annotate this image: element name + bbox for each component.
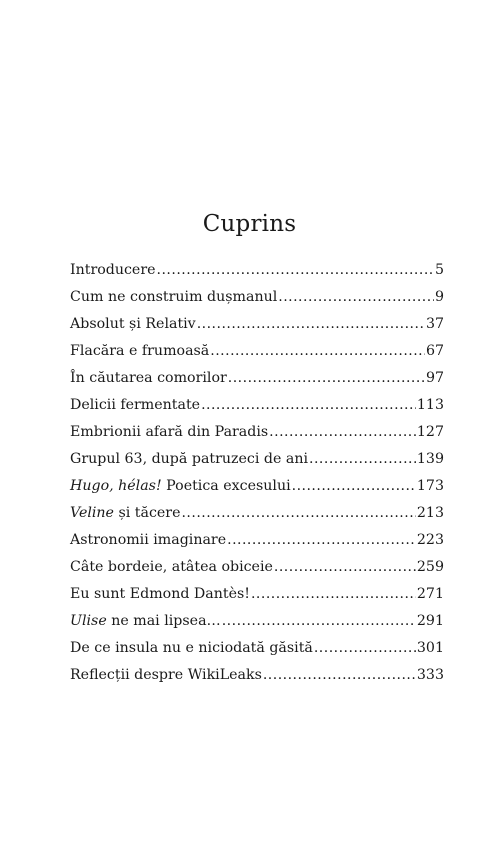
toc-entry-title — [70, 640, 313, 656]
toc-leader-dots — [292, 478, 416, 494]
toc-entry — [70, 262, 444, 289]
toc-entry-page: 9 — [434, 289, 444, 305]
toc-entry-page: 301 — [416, 640, 444, 656]
toc-entry-title-text: Astronomii imaginare — [70, 532, 227, 548]
toc-entry — [70, 316, 444, 343]
toc-entry-title — [70, 343, 209, 359]
toc-entry — [70, 370, 444, 397]
toc-entry-title-text: Delicii fermentate — [70, 397, 201, 413]
toc-entry-page: 67 — [425, 343, 444, 359]
toc-entry — [70, 505, 444, 532]
toc-leader-dots — [274, 559, 416, 575]
table-of-contents — [70, 262, 444, 694]
toc-entry-page: 291 — [416, 613, 444, 629]
toc-entry-title — [70, 370, 227, 386]
toc-leader-dots — [309, 451, 416, 467]
toc-entry-title — [70, 478, 291, 494]
toc-entry-italic-part: Ulise — [70, 613, 107, 629]
toc-entry-page: 37 — [425, 316, 444, 332]
toc-entry-title — [70, 532, 226, 548]
toc-entry-title — [70, 559, 273, 575]
toc-entry-title-text: Absolut și Relativ — [70, 316, 196, 332]
toc-entry-page: 271 — [416, 586, 444, 602]
toc-entry-italic-part: Veline — [70, 505, 114, 521]
toc-entry-page: 5 — [434, 262, 444, 278]
toc-leader-dots — [227, 532, 416, 548]
toc-entry-title — [70, 667, 262, 683]
toc-entry — [70, 532, 444, 559]
toc-leader-dots — [314, 640, 416, 656]
toc-entry-title — [70, 397, 200, 413]
toc-entry — [70, 289, 444, 316]
toc-leader-dots — [222, 613, 416, 629]
toc-entry-italic-part: Hugo, hélas! — [70, 478, 162, 494]
toc-entry-page: 259 — [416, 559, 444, 575]
toc-entry-title-text: Poetica excesului — [161, 478, 291, 494]
page-title: Cuprins — [202, 211, 297, 238]
toc-entry — [70, 424, 444, 451]
toc-entry-title-text: Reflecții despre WikiLeaks — [70, 667, 262, 683]
toc-entry-title-text: Cum ne construim dușmanul — [70, 289, 278, 305]
toc-leader-dots — [197, 316, 425, 332]
toc-entry — [70, 640, 444, 667]
toc-leader-dots — [263, 667, 416, 683]
toc-entry-page: 127 — [416, 424, 444, 440]
toc-entry-page: 213 — [416, 505, 444, 521]
toc-entry — [70, 586, 444, 613]
toc-leader-dots — [157, 262, 434, 278]
toc-entry-title — [70, 289, 277, 305]
toc-leader-dots — [181, 505, 415, 521]
toc-entry-page: 113 — [416, 397, 444, 413]
toc-entry-title-text: Grupul 63, după patruzeci de ani — [70, 451, 309, 467]
toc-entry — [70, 559, 444, 586]
toc-leader-dots — [269, 424, 416, 440]
toc-entry-title — [70, 505, 180, 521]
toc-entry — [70, 451, 444, 478]
toc-leader-dots — [228, 370, 425, 386]
toc-entry-page: 223 — [416, 532, 444, 548]
toc-entry-title-text: Embrionii afară din Paradis — [70, 424, 269, 440]
toc-leader-dots — [251, 586, 416, 602]
toc-entry-page: 97 — [425, 370, 444, 386]
toc-entry — [70, 478, 444, 505]
toc-entry-page: 173 — [416, 478, 444, 494]
toc-leader-dots — [201, 397, 416, 413]
toc-entry — [70, 343, 444, 370]
toc-entry-title-text: Flacăra e frumoasă — [70, 343, 210, 359]
toc-entry-title-text: și tăcere — [113, 505, 181, 521]
toc-entry — [70, 613, 444, 640]
toc-entry-page: 139 — [416, 451, 444, 467]
toc-entry-title-text: Câte bordeie, atâtea obiceie — [70, 559, 273, 575]
toc-entry-title — [70, 262, 156, 278]
toc-entry-title-text: În căutarea comorilor — [70, 370, 227, 386]
toc-entry-title-text: De ce insula nu e niciodată găsită — [70, 640, 313, 656]
toc-leader-dots — [210, 343, 425, 359]
toc-entry-title-text: Introducere — [70, 262, 156, 278]
toc-entry-title-text: ne mai lipsea… — [106, 613, 221, 629]
toc-entry-title — [70, 586, 250, 602]
toc-entry-page: 333 — [416, 667, 444, 683]
toc-entry-title — [70, 613, 221, 629]
toc-entry-title — [70, 451, 308, 467]
toc-entry-title-text: Eu sunt Edmond Dantès! — [70, 586, 250, 602]
toc-entry — [70, 397, 444, 424]
toc-entry-title — [70, 316, 196, 332]
toc-entry — [70, 667, 444, 694]
toc-leader-dots — [278, 289, 434, 305]
toc-entry-title — [70, 424, 268, 440]
